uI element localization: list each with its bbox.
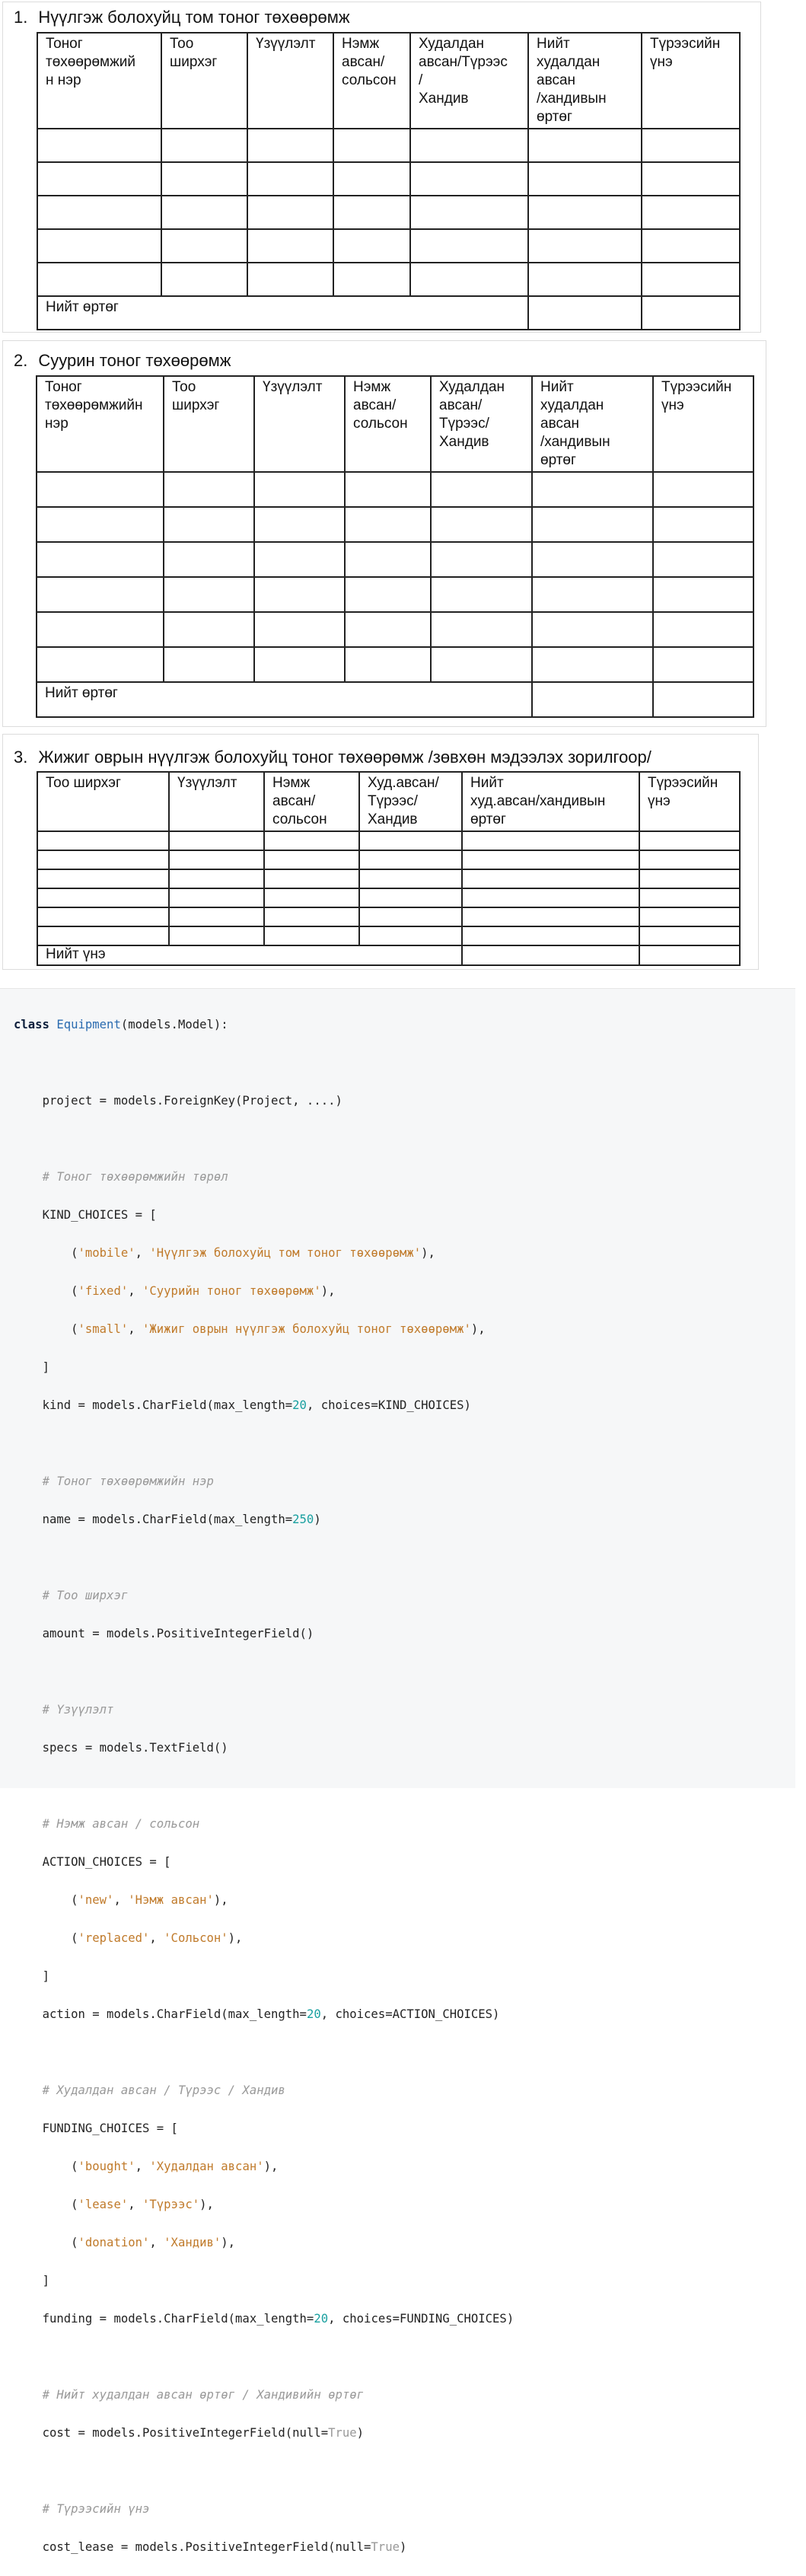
table-cell[interactable] [653,472,753,507]
table-cell[interactable] [333,162,410,196]
table-cell[interactable] [37,907,169,926]
code-comment-amount: # Тоо ширхэг [42,1589,129,1602]
table-cell[interactable] [169,888,264,907]
table-cell[interactable] [247,162,333,196]
table-cell[interactable] [642,162,740,196]
s3-total-label: Нийт үнэ [37,945,462,965]
code-string: 'fixed' [78,1284,129,1298]
table-row [37,577,753,612]
s1-header-specs: Үзүүлэлт [247,33,333,129]
section-1-number: 1. [14,8,28,27]
section-3-table [37,771,741,966]
table-cell[interactable] [254,507,345,542]
table-cell[interactable] [359,850,462,869]
table-cell[interactable] [333,229,410,263]
code-string: 'lease' [78,2198,129,2211]
code-comment-funding: # Худалдан авсан / Түрээс / Хандив [42,2083,285,2097]
table-cell[interactable] [639,869,740,888]
table-cell[interactable] [264,831,359,850]
s2-header-cost: Нийт худалдан авсан /хандивын өртөг [532,376,653,472]
table-cell[interactable] [642,129,740,162]
table-cell[interactable] [254,472,345,507]
s1-header-action: Нэмж авсан/ сольсон [333,33,410,129]
code-string: 'replaced' [78,1931,150,1945]
code-class-name: Equipment [56,1018,121,1031]
table-cell[interactable] [642,263,740,296]
total-row [37,682,753,717]
table-cell[interactable] [254,542,345,577]
table-cell[interactable] [410,129,528,162]
table-cell[interactable] [431,647,532,682]
table-cell[interactable] [37,577,164,612]
table-cell[interactable] [345,507,431,542]
table-cell[interactable] [462,869,639,888]
table-cell[interactable] [359,888,462,907]
code-name-field-end: ) [314,1513,321,1526]
table-cell[interactable] [247,263,333,296]
table-cell[interactable] [528,162,642,196]
code-funding-field: funding = models.CharField(max_length= [42,2312,314,2326]
table-cell[interactable] [653,507,753,542]
s1-total-lease[interactable] [642,296,740,330]
section-3-title [14,748,651,767]
table-cell[interactable] [37,926,169,945]
code-class-keyword: class [14,1018,49,1031]
table-cell[interactable] [161,263,247,296]
s3-header-funding: Худ.авсан/ Түрээс/ Хандив [359,772,462,831]
table-cell[interactable] [37,472,164,507]
code-amount-field: amount = models.PositiveIntegerField() [42,1627,314,1640]
table-row [37,507,753,542]
table-cell[interactable] [528,196,642,229]
table-cell[interactable] [161,229,247,263]
table-cell[interactable] [431,507,532,542]
table-row [37,647,753,682]
code-comment-kind: # Тоног төхөөрөмжийн төрөл [42,1170,228,1184]
s3-header-action: Нэмж авсан/ сольсон [264,772,359,831]
table-row [37,907,740,926]
s2-total-lease[interactable] [653,682,753,717]
code-listing: class Equipment(models.Model): project = models.ForeignKey(Project, ....) # Тоног төхөөрөмжийн төрөл KIND_CHOICES = [ ('mobile', 'Нүүлгэж болохуйц том тоног төхөөрөмж'), ('fixed', 'Суурийн тоног төхөөрөмж'), ('small', 'Жижиг оврын нүүлгэж болохуйц тоног төхөөрөмж'), ] kind = models.CharField(max_length=20, choices=KIND_CHOICES) # Тоног төхөөрөмжийн нэр name = models.CharField(max_length=250) # Тоо ширхэг amount = models.PositiveIntegerField() # Үзүүлэлт specs = models.TextField() # Нэмж авсан / сольсон ACTION_CHOICES = [ ('new', 'Нэмж авсан'), ('replaced', 'Сольсон'), ] action = models.CharField(max_length=20, choices=ACTION_CHOICES) # Худалдан авсан / Түрээс / Хандив FUNDING_CHOICES = [ ('bought', 'Худалдан авсан'), ('lease', 'Түрээс'), ('donation', 'Хандив'), ] funding = models.CharField(max_length=20, choices=FUNDING_CHOICES) # Нийт худалдан авсан өртөг / Хандивийн өртөг cost = models.PositiveIntegerField(null=True) # Түрээсийн үнэ cost_lease = models.PositiveIntegerField(null=True) [14,1018,515,2554]
section-2-title [14,351,231,371]
table-cell[interactable] [264,926,359,945]
code-string: 'Сольсон' [164,1931,228,1945]
section-1-table [37,32,741,330]
s3-total-lease[interactable] [639,945,740,965]
code-action-field-end: , choices=ACTION_CHOICES) [320,2007,500,2021]
s2-header-name: Тоног төхөөрөмжийн нэр [37,376,164,472]
code-string: 'Түрээс' [142,2198,200,2211]
table-cell[interactable] [532,507,653,542]
s2-total-cost[interactable] [532,682,653,717]
s2-header-action: Нэмж авсан/ сольсон [345,376,431,472]
table-cell[interactable] [462,888,639,907]
table-cell[interactable] [462,926,639,945]
table-row [37,472,753,507]
s1-header-count: Тоо ширхэг [161,33,247,129]
table-cell[interactable] [264,907,359,926]
s3-header-cost: Нийт худ.авсан/хандивын өртөг [462,772,639,831]
table-cell[interactable] [164,542,254,577]
s2-header-funding: Худалдан авсан/ Түрээс/ Хандив [431,376,532,472]
code-number: 250 [292,1513,314,1526]
table-row [37,263,740,296]
table-cell[interactable] [37,542,164,577]
s1-header-funding: Худалдан авсан/Түрээс / Хандив [410,33,528,129]
code-funding-open: FUNDING_CHOICES = [ [42,2122,178,2135]
code-kind-field: kind = models.CharField(max_length= [42,1398,293,1412]
code-true-keyword: True [328,2426,357,2440]
table-cell[interactable] [532,647,653,682]
code-string: 'new' [78,1893,114,1907]
code-string: 'Нэмж авсан' [128,1893,214,1907]
table-row [37,850,740,869]
section-2-title-text: Суурин тоног төхөөрөмж [38,351,231,370]
code-close-bracket: ] [42,1360,49,1374]
table-cell[interactable] [37,129,161,162]
code-class-base: (models.Model): [120,1018,228,1031]
table-cell[interactable] [345,577,431,612]
table-cell[interactable] [642,229,740,263]
table-cell[interactable] [410,196,528,229]
code-block [0,988,795,2554]
table-cell[interactable] [431,472,532,507]
table-cell[interactable] [169,850,264,869]
table-cell[interactable] [37,869,169,888]
section-2-number: 2. [14,351,28,370]
table-cell[interactable] [37,263,161,296]
table-cell[interactable] [37,888,169,907]
code-string: 'Худалдан авсан' [149,2160,264,2173]
s1-header-lease: Түрээсийн үнэ [642,33,740,129]
code-number: 20 [292,1398,307,1412]
table-cell[interactable] [264,869,359,888]
table-cell[interactable] [528,263,642,296]
section-1-title [14,8,350,27]
code-cost-field: cost = models.PositiveIntegerField(null= [42,2426,329,2440]
table-cell[interactable] [410,162,528,196]
table-cell[interactable] [639,926,740,945]
table-cell[interactable] [653,542,753,577]
s2-header-specs: Үзүүлэлт [254,376,345,472]
table-cell[interactable] [169,869,264,888]
code-string: 'small' [78,1322,129,1336]
total-row [37,945,740,965]
code-number: 20 [306,2007,321,2021]
code-action-open: ACTION_CHOICES = [ [42,1855,171,1869]
s1-total-label: Нийт өртөг [37,296,528,330]
code-funding-field-end: , choices=FUNDING_CHOICES) [328,2312,515,2326]
table-cell[interactable] [653,612,753,647]
s1-header-name: Тоног төхөөрөмжий н нэр [37,33,161,129]
code-cost-lease-field: cost_lease = models.PositiveIntegerField(null= [42,2540,371,2554]
code-close-bracket: ] [42,1969,49,1983]
table-cell[interactable] [639,907,740,926]
code-comment-specs: # Үзүүлэлт [42,1703,114,1717]
table-cell[interactable] [532,612,653,647]
s2-header-lease: Түрээсийн үнэ [653,376,753,472]
table-cell[interactable] [431,542,532,577]
table-cell[interactable] [164,577,254,612]
table-cell[interactable] [431,577,532,612]
table-cell[interactable] [462,831,639,850]
s2-total-label: Нийт өртөг [37,682,532,717]
table-cell[interactable] [247,229,333,263]
table-cell[interactable] [639,888,740,907]
table-cell[interactable] [462,850,639,869]
code-kind-open: KIND_CHOICES = [ [42,1208,157,1222]
table-cell[interactable] [532,577,653,612]
code-comment-cost-lease: # Түрээсийн үнэ [42,2502,150,2516]
table-cell[interactable] [247,196,333,229]
table-row [37,229,740,263]
code-kind-field-end: , choices=KIND_CHOICES) [306,1398,471,1412]
table-cell[interactable] [359,926,462,945]
table-cell[interactable] [532,472,653,507]
section-2-table [36,375,754,718]
table-row [37,831,740,850]
code-specs-field: specs = models.TextField() [42,1741,228,1755]
table-cell[interactable] [37,196,161,229]
s1-total-cost[interactable] [528,296,642,330]
table-cell[interactable] [254,612,345,647]
table-cell[interactable] [161,129,247,162]
section-1-title-text: Нүүлгэж болохуйц том тоног төхөөрөмж [38,8,350,27]
table-cell[interactable] [164,507,254,542]
table-cell[interactable] [254,647,345,682]
table-cell[interactable] [333,196,410,229]
table-cell[interactable] [164,612,254,647]
code-comment-cost: # Нийт худалдан авсан өртөг / Хандивийн өртөг [42,2388,365,2402]
table-cell[interactable] [359,869,462,888]
table-cell[interactable] [333,129,410,162]
table-cell[interactable] [37,647,164,682]
table-cell[interactable] [653,647,753,682]
table-cell[interactable] [161,196,247,229]
table-cell[interactable] [164,472,254,507]
table-row [37,612,753,647]
section-3-number: 3. [14,748,28,767]
table-cell[interactable] [639,831,740,850]
table-cell[interactable] [37,162,161,196]
table-cell[interactable] [528,129,642,162]
code-string: 'Хандив' [164,2236,221,2249]
table-cell[interactable] [37,612,164,647]
code-name-field: name = models.CharField(max_length= [42,1513,293,1526]
table-cell[interactable] [359,831,462,850]
table-row [37,129,740,162]
table-cell[interactable] [264,888,359,907]
table-cell[interactable] [161,162,247,196]
code-string: 'Нүүлгэж болохуйц том тоног төхөөрөмж' [149,1246,422,1260]
table-cell[interactable] [333,263,410,296]
code-comment-name: # Тоног төхөөрөмжийн нэр [42,1475,214,1488]
code-comment-action: # Нэмж авсан / сольсон [42,1817,200,1831]
table-cell[interactable] [431,612,532,647]
table-cell[interactable] [359,907,462,926]
code-string: 'Жижиг оврын нүүлгэж болохуйц тоног төхөөрөмж' [142,1322,471,1336]
table-cell[interactable] [528,229,642,263]
table-row [37,869,740,888]
table-cell[interactable] [639,850,740,869]
code-string: 'Суурийн тоног төхөөрөмж' [142,1284,321,1298]
table-cell[interactable] [169,831,264,850]
code-close-bracket: ] [42,2274,49,2287]
s3-header-count: Тоо ширхэг [37,772,169,831]
s1-header-cost: Нийт худалдан авсан /хандивын өртөг [528,33,642,129]
table-cell[interactable] [462,907,639,926]
code-action-field: action = models.CharField(max_length= [42,2007,307,2021]
table-row [37,196,740,229]
table-row [37,542,753,577]
table-cell[interactable] [169,926,264,945]
table-cell[interactable] [37,229,161,263]
s3-header-specs: Үзүүлэлт [169,772,264,831]
table-cell[interactable] [37,850,169,869]
table-cell[interactable] [532,542,653,577]
table-cell[interactable] [37,507,164,542]
table-cell[interactable] [164,647,254,682]
table-cell[interactable] [169,907,264,926]
code-string: 'bought' [78,2160,135,2173]
table-cell[interactable] [410,263,528,296]
code-project-line: project = models.ForeignKey(Project, ....) [42,1094,342,1108]
code-number: 20 [314,2312,329,2326]
s3-total-cost[interactable] [462,945,639,965]
table-cell[interactable] [37,831,169,850]
table-cell[interactable] [653,577,753,612]
table-cell[interactable] [264,850,359,869]
code-paren: ) [399,2540,407,2554]
table-cell[interactable] [345,647,431,682]
table-cell[interactable] [345,612,431,647]
table-cell[interactable] [345,542,431,577]
total-row [37,296,740,330]
table-cell[interactable] [254,577,345,612]
code-string: 'mobile' [78,1246,135,1260]
code-true-keyword: True [371,2540,400,2554]
section-3-title-text: Жижиг оврын нүүлгэж болохуйц тоног төхөөрөмж /зөвхөн мэдээлэх зорилгоор/ [38,748,651,767]
table-cell[interactable] [410,229,528,263]
table-row [37,888,740,907]
table-cell[interactable] [247,129,333,162]
s3-header-lease: Түрээсийн үнэ [639,772,740,831]
table-cell[interactable] [345,472,431,507]
code-paren: ) [356,2426,365,2440]
s2-header-count: Тоо ширхэг [164,376,254,472]
table-cell[interactable] [642,196,740,229]
table-row [37,162,740,196]
table-row [37,926,740,945]
code-string: 'donation' [78,2236,150,2249]
